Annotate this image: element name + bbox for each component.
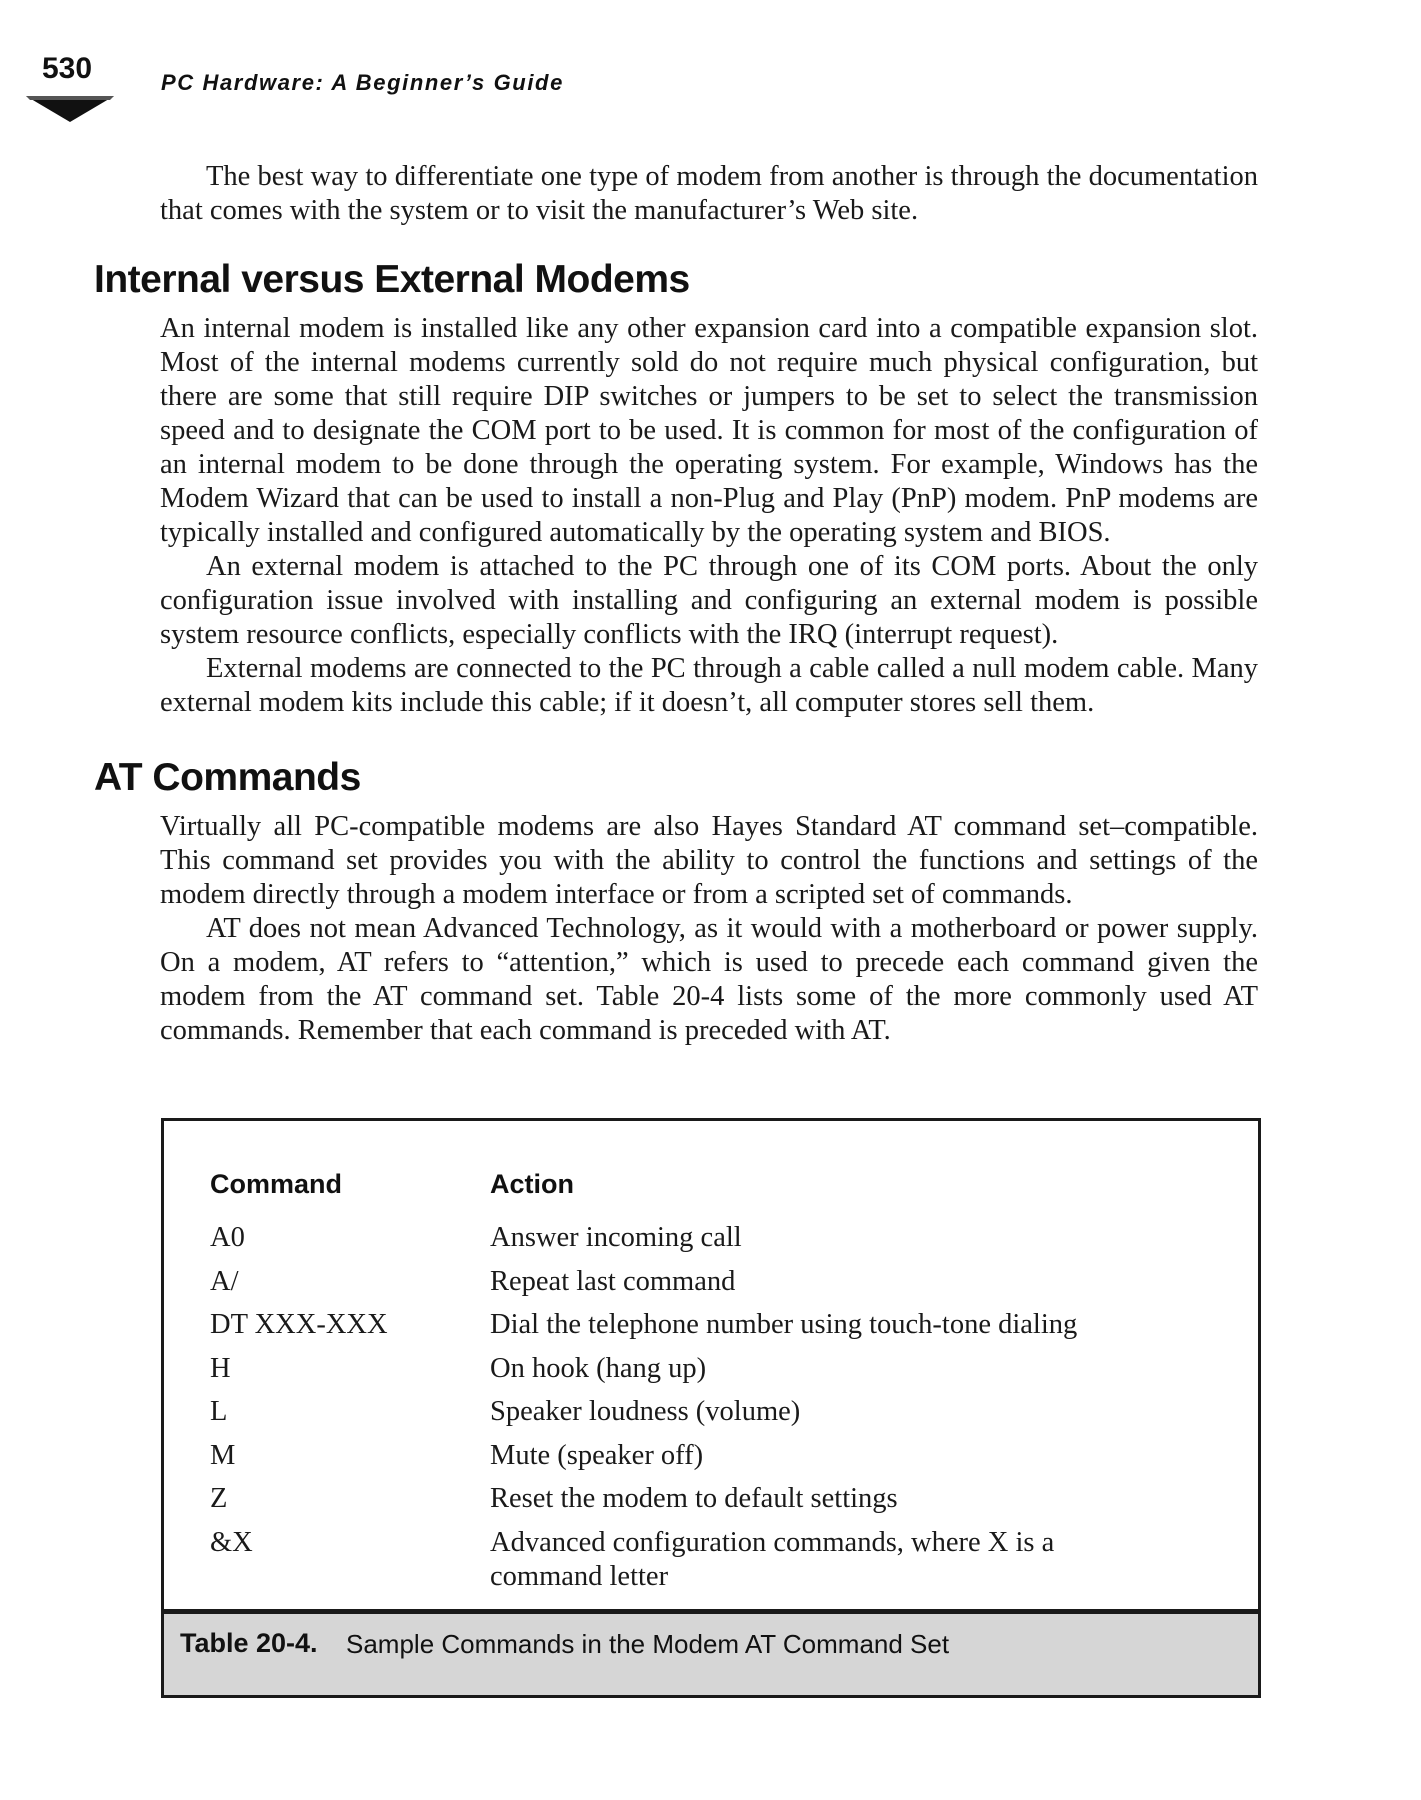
- table-row: [210, 1221, 1210, 1265]
- table-cell-command: H: [210, 1352, 231, 1384]
- table-header-command: Command: [210, 1169, 343, 1199]
- table-row: [210, 1352, 1210, 1396]
- table-cell-command: A0: [210, 1222, 245, 1253]
- table-cell-command: DT XXX-XXX: [210, 1309, 388, 1340]
- table-cell-action: Dial the telephone number using touch-tone dialing: [490, 1309, 1078, 1340]
- intro-paragraph: The best way to differentiate one type of modem from another is through the documentation that comes with the system or to visit the manufacturer’s Web site.: [160, 161, 1258, 226]
- table-cell-command: L: [210, 1396, 228, 1427]
- table-row: [210, 1439, 1210, 1483]
- section-heading-at-commands: AT Commands: [94, 756, 361, 799]
- table-cell-action: Speaker loudness (volume): [490, 1396, 801, 1427]
- table-cell-action: Repeat last command: [490, 1265, 736, 1297]
- section-heading-internal-external: Internal versus External Modems: [94, 258, 690, 301]
- page-content: [94, 160, 1258, 1048]
- at-commands-table: [161, 1118, 1261, 1612]
- table-row: [210, 1482, 1210, 1526]
- page-number: 530: [42, 52, 93, 85]
- table-caption: [161, 1612, 1261, 1698]
- running-head: PC Hardware: A Beginner’s Guide: [161, 70, 564, 95]
- table-caption-text: Sample Commands in the Modem AT Command Set: [346, 1629, 950, 1659]
- page-marker-arrow-icon: [26, 96, 114, 122]
- table-header-action: Action: [490, 1169, 574, 1199]
- body-paragraph: AT does not mean Advanced Technology, as it would with a motherboard or power supply. On a modem, AT refers to “attention,” which is used to precede each command given the modem from the AT command set. Table 20-4 lists some of the more commonly used AT commands. Remember that each command is preceded with AT.: [160, 913, 1258, 1046]
- table-row: [210, 1265, 1210, 1309]
- table-cell-action: Answer incoming call: [490, 1222, 742, 1253]
- body-paragraph: External modems are connected to the PC through a cable called a null modem cable. Many external modem kits include this cable; if it doesn’t, all computer stores sell them.: [160, 653, 1258, 718]
- table-cell-command: A/: [210, 1265, 239, 1297]
- table-row: [210, 1308, 1210, 1352]
- table-header-row: [210, 1169, 1170, 1209]
- table-row: [210, 1526, 1210, 1606]
- body-paragraph: An internal modem is installed like any other expansion card into a compatible expansion slot. Most of the internal modems currently sold do not require much physical configuration, but there are some that still require DIP switches or jumpers to be set to select the transmission speed and to designate the COM port to be used. It is common for most of the configuration of an internal modem to be done through the operating system. For example, Windows has the Modem Wizard that can be used to install a non-Plug and Play (PnP) modem. PnP modems are typically installed and configured automatically by the operating system and BIOS.: [160, 313, 1258, 548]
- body-paragraph: An external modem is attached to the PC through one of its COM ports. About the only configuration issue involved with installing and configuring an external modem is possible system resource conflicts, especially conflicts with the IRQ (interrupt request).: [160, 551, 1258, 650]
- table-row: [210, 1395, 1210, 1439]
- table-cell-action: Mute (speaker off): [490, 1439, 704, 1471]
- table-body: [210, 1221, 1210, 1606]
- table-cell-action: Reset the modem to default settings: [490, 1483, 898, 1514]
- table-cell-command: &X: [210, 1526, 253, 1558]
- table-cell-action: On hook (hang up): [490, 1352, 707, 1384]
- table-cell-command: M: [210, 1439, 236, 1471]
- table-cell-action: Advanced configuration commands, where X is a command letter: [490, 1526, 1055, 1592]
- table-caption-number: Table 20-4.: [180, 1628, 318, 1658]
- body-paragraph: Virtually all PC-compatible modems are also Hayes Standard AT command set–compatible. This command set provides you with the ability to control the functions and settings of the modem directly through a modem interface or from a scripted set of commands.: [160, 811, 1258, 910]
- table-cell-command: Z: [210, 1483, 228, 1514]
